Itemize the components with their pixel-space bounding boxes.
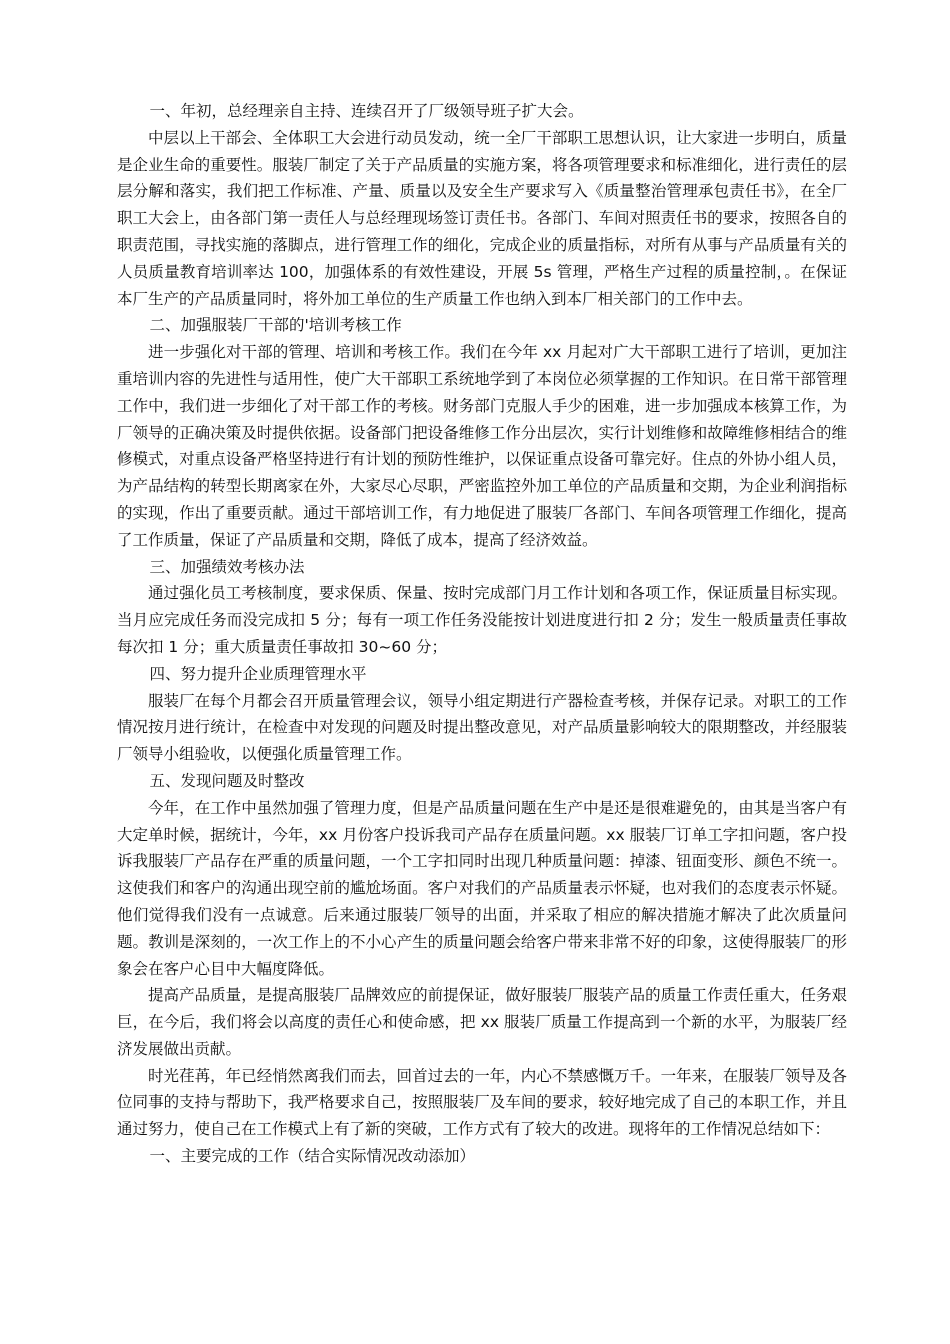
section-heading-4: 四、努力提升企业质理管理水平	[149, 664, 367, 683]
paragraph-4: 服装厂在每个月都会召开质量管理会议，领导小组定期进行产器检查考核，并保存记录。对职工的工作情况按月进行统计，在检查中对发现的问题及时提出整改意见，对产品质量影响较大的限期整改，并经服装厂领导小组验收，以便强化质量管理工作。	[117, 691, 847, 764]
paragraph-2: 进一步强化对干部的管理、培训和考核工作。我们在今年 xx 月起对广大干部职工进行了培训，更加注重培训内容的先进性与适用性，使广大干部职工系统地学到了本岗位必须掌握的工作知识。在日常干部管理工作中，我们进一步细化了对干部工作的考核。财务部门克服人手少的困难，进一步加强成本核算工作，为厂领导的正确决策及时提供依据。设备部门把设备维修工作分出层次，实行计划维修和故障维修相结合的维修模式，对重点设备严格坚持进行有计划的预防性维护，以保证重点设备可靠完好。住点的外协小组人员，为产品结构的转型长期离家在外，大家尽心尽职，严密监控外加工单位的产品质量和交期，为企业利润指标的实现，作出了重要贡献。通过干部培训工作，有力地促进了服装厂各部门、车间各项管理工作细化，提高了工作质量，保证了产品质量和交期，降低了成本，提高了经济效益。	[117, 343, 847, 549]
paragraph-7: 时光荏苒，年已经悄然离我们而去，回首过去的一年，内心不禁感慨万千。一年来，在服装厂领导及各位同事的支持与帮助下，我严格要求自己，按照服装厂及车间的要求，较好地完成了自己的本职工作，并且通过努力，使自己在工作模式上有了新的突破，工作方式有了较大的改进。现将年的工作情况总结如下：	[117, 1066, 847, 1139]
section-heading-1: 一、年初，总经理亲自主持、连续召开了厂级领导班子扩大会。	[149, 102, 584, 120]
section-heading-2: 二、加强服装厂干部的'培训考核工作	[149, 316, 402, 335]
paragraph-1: 中层以上干部会、全体职工大会进行动员发动，统一全厂干部职工思想认识，让大家进一步明白，质量是企业生命的重要性。服装厂制定了关于产品质量的实施方案，将各项管理要求和标准细化，进行责任的层层分解和落实，我们把工作标准、产量、质量以及安全生产要求写入《质量整治管理承包责任书》，在全厂职工大会上，由各部门第一责任人与总经理现场签订责任书。各部门、车间对照责任书的要求，按照各自的职责范围，寻找实施的落脚点，进行管理工作的细化，完成企业的质量指标，对所有从事与产品质量有关的人员质量教育培训率达 100，加强体系的有效性建设，开展 5s 管理，严格生产过程的质量控制，。在保证本厂生产的产品质量同时，将外加工单位的生产质量工作也纳入到本厂相关部门的工作中去。	[117, 128, 847, 308]
paragraph-5: 今年，在工作中虽然加强了管理力度，但是产品质量问题在生产中是还是很难避免的，由其是当客户有大定单时候，据统计，今年，xx 月份客户投诉我司产品存在质量问题。xx 服装厂订单工字扣问题，客户投诉我服装厂产品存在严重的质量问题，一个工字扣同时出现几种质量问题：掉漆、钮面变形、颜色不统一。这使我们和客户的沟通出现空前的尴尬场面。客户对我们的产品质量表示怀疑，也对我们的态度表示怀疑。他们觉得我们没有一点诚意。后来通过服装厂领导的出面，并采取了相应的解决措施才解决了此次质量问题。教训是深刻的，一次工作上的不小心产生的质量问题会给客户带来非常不好的印象，这使得服装厂的形象会在客户心目中大幅度降低。	[117, 798, 847, 978]
section-heading-6: 一、主要完成的工作（结合实际情况改动添加）	[149, 1147, 476, 1166]
section-heading-3: 三、加强绩效考核办法	[149, 557, 305, 576]
section-heading-5: 五、发现问题及时整改	[149, 771, 305, 790]
document-body	[117, 98, 847, 1170]
paragraph-6: 提高产品质量，是提高服装厂品牌效应的前提保证，做好服装厂服装产品的质量工作责任重大，任务艰巨，在今后，我们将会以高度的责任心和使命感，把 xx 服装厂质量工作提高到一个新的水平，为服装厂经济发展做出贡献。	[117, 986, 847, 1058]
paragraph-3: 通过强化员工考核制度，要求保质、保量、按时完成部门月工作计划和各项工作，保证质量目标实现。当月应完成任务而没完成扣 5 分；每有一项工作任务没能按计划进度进行扣 2 分；发生一般质量责任事故每次扣 1 分；重大质量责任事故扣 30~60 分；	[117, 584, 847, 656]
